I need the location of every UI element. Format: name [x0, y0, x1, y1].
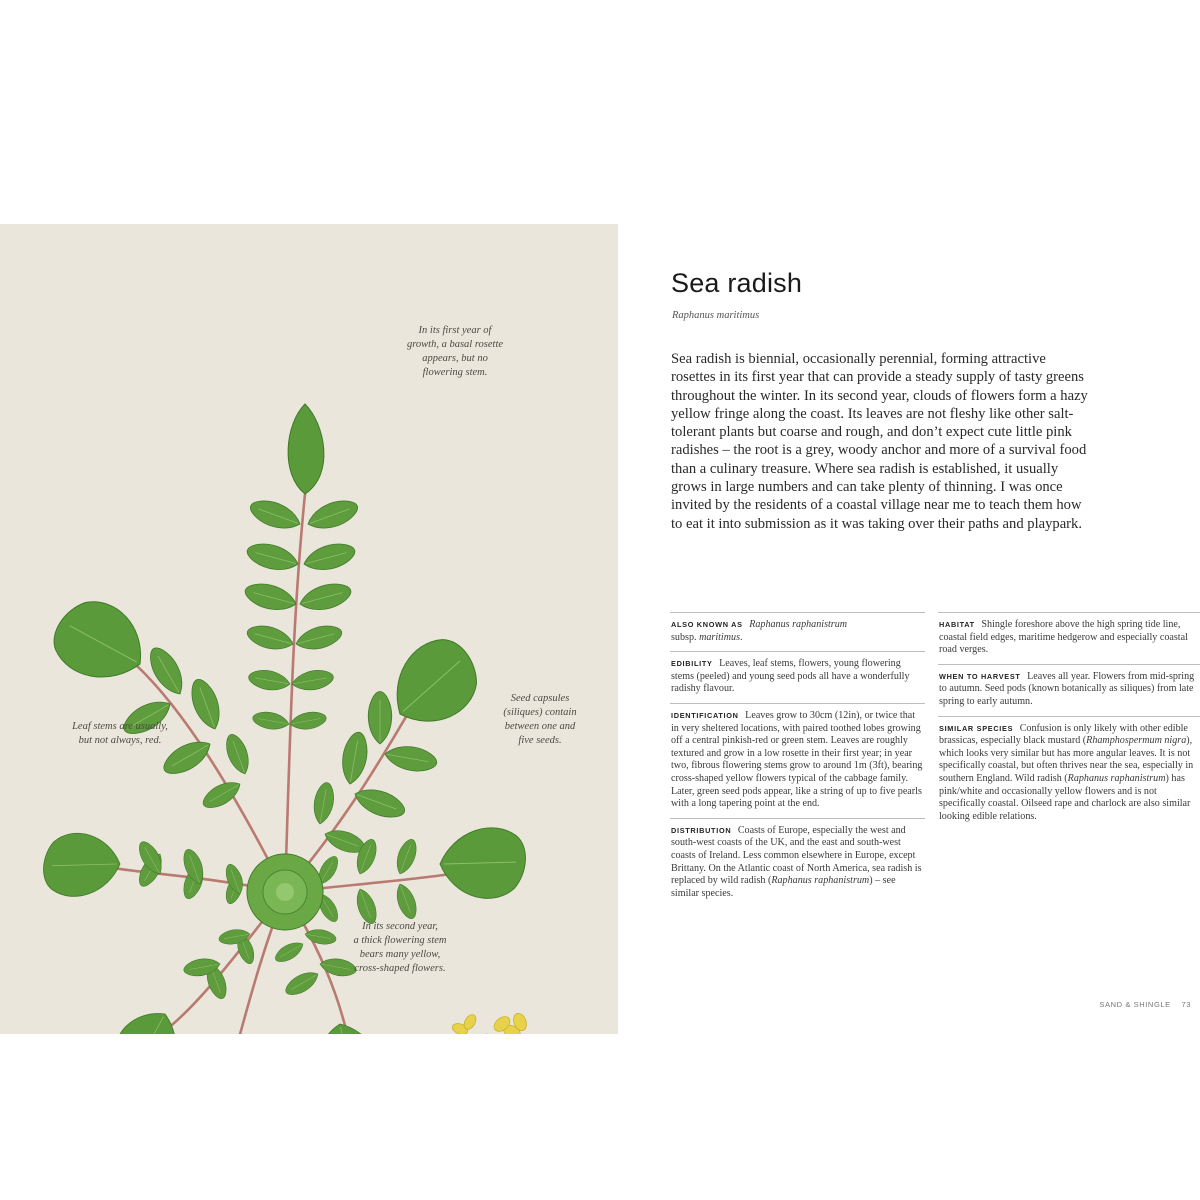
- caption-leaf-stems: Leaf stems are usually, but not always, red.: [72, 721, 168, 746]
- fact-identification: [670, 703, 925, 818]
- fact-label: EDIBILITY: [671, 659, 713, 669]
- fact-text: .: [740, 631, 743, 643]
- rosette-center: [247, 854, 323, 930]
- facts-column-right: [938, 612, 1200, 830]
- illustration-page: [0, 224, 618, 1034]
- latin-name: Raphanus maritimus: [672, 310, 760, 321]
- fact-distribution: [670, 818, 925, 908]
- section-name: SAND & SHINGLE: [1099, 1000, 1171, 1009]
- fact-label: SIMILAR SPECIES: [939, 723, 1014, 733]
- fact-text: ) – see similar species.: [671, 875, 896, 899]
- fact-text: subsp.: [671, 631, 697, 643]
- fact-text: ), which looks very similar but has more angular leaves. It is not specifically coastal, but often thrives near the sea, especially in southern England. Wild radish (: [939, 735, 1194, 784]
- fact-label: WHEN TO HARVEST: [939, 671, 1021, 681]
- fact-edibility: [670, 651, 925, 703]
- fact-label: DISTRIBUTION: [671, 825, 732, 835]
- fact-text: Coasts of Europe, especially the west and south-west coasts of the UK, and the east and south-west coasts of Ireland. Less common elsewhere in Europe, except Brittany. On the Atlantic coast of North America, sea radish is replaced by wild radish (: [671, 824, 922, 887]
- leaf-top: [242, 404, 361, 732]
- caption-first-year: In its first year of growth, a basal rosette appears, but no flowering stem.: [406, 325, 504, 378]
- latin-name: Raphanus raphanistrum: [749, 619, 848, 630]
- leaf-left: [44, 833, 247, 906]
- flowering-stem: [436, 1011, 539, 1034]
- latin-name: Rhamphospermum nigra: [1086, 735, 1187, 747]
- fact-label: HABITAT: [939, 620, 975, 629]
- fact-text: Leaves grow to 30cm (12in), or twice that in very sheltered locations, with paired toothed lobes growing off a central pinkish-red or green stem. Leaves are roughly textured and grow in a low rosette in their first year; in year two, fibrous flowering stems grow to around 1m (3ft), bearing cross-shaped yellow flowers typical of the cabbage family. Later, green seed pods appear, like a string of up to five pearls with a long tapering point at the end.: [671, 709, 923, 810]
- page-footer: [1099, 1000, 1191, 1009]
- fact-label: ALSO KNOWN AS: [671, 620, 743, 629]
- fact-similar-species: [938, 716, 1200, 831]
- fact-text: ) has pink/white and occasionally yellow flowers and is not specifically coastal. Oilseed rape and charlock are also similar looking edible relations.: [939, 772, 1191, 822]
- text-page: [618, 224, 1200, 1034]
- latin-name: maritimus: [699, 631, 741, 643]
- fact-when-to-harvest: [938, 664, 1200, 716]
- page-number: 73: [1181, 1000, 1191, 1009]
- caption-seed-capsules: Seed capsules (siliques) contain between one and five seeds.: [503, 693, 577, 746]
- latin-name: Raphanus raphanistrum: [771, 875, 870, 887]
- fact-text: Shingle foreshore above the high spring tide line, coastal field edges, maritime hedgerow and especially coastal road verges.: [939, 619, 1188, 656]
- latin-name: Raphanus raphanistrum: [1067, 772, 1166, 784]
- fact-label: IDENTIFICATION: [671, 710, 739, 720]
- fact-text: Leaves all year. Flowers from mid-spring to autumn. Seed pods (known botanically as siliques) from late spring to early autumn.: [939, 670, 1195, 707]
- page-title: Sea radish: [671, 268, 803, 298]
- intro-paragraph: Sea radish is biennial, occasionally perennial, forming attractive rosettes in its first year that can provide a steady supply of tasty greens throughout the winter. In its second year, clouds of flowers form a hazy yellow fringe along the coast. Its leaves are not fleshy like other salt-tolerant plants but coarse and rough, and don’t expect cute little pink radishes – the root is a grey, woody anchor and more of a survival food than a culinary treasure. Where sea radish is established, it usually grows in large numbers and can take plenty of thinning. I was once invited by the residents of a coastal village near me to teach them how to eat it into submission as it was taking over their paths and playpark.: [671, 351, 1088, 532]
- fact-text: Leaves, leaf stems, flowers, young flowering stems (peeled) and young seed pods all have a wonderfully radishy flavour.: [671, 658, 910, 695]
- facts-column-left: [670, 612, 925, 907]
- fact-also-known-as: [670, 612, 925, 651]
- caption-second-year: In its second year, a thick flowering stem bears many yellow, cross-shaped flowers.: [353, 921, 447, 974]
- fact-habitat: [938, 612, 1200, 664]
- fact-text: Confusion is only likely with other edible brassicas, especially black mustard (: [939, 722, 1188, 747]
